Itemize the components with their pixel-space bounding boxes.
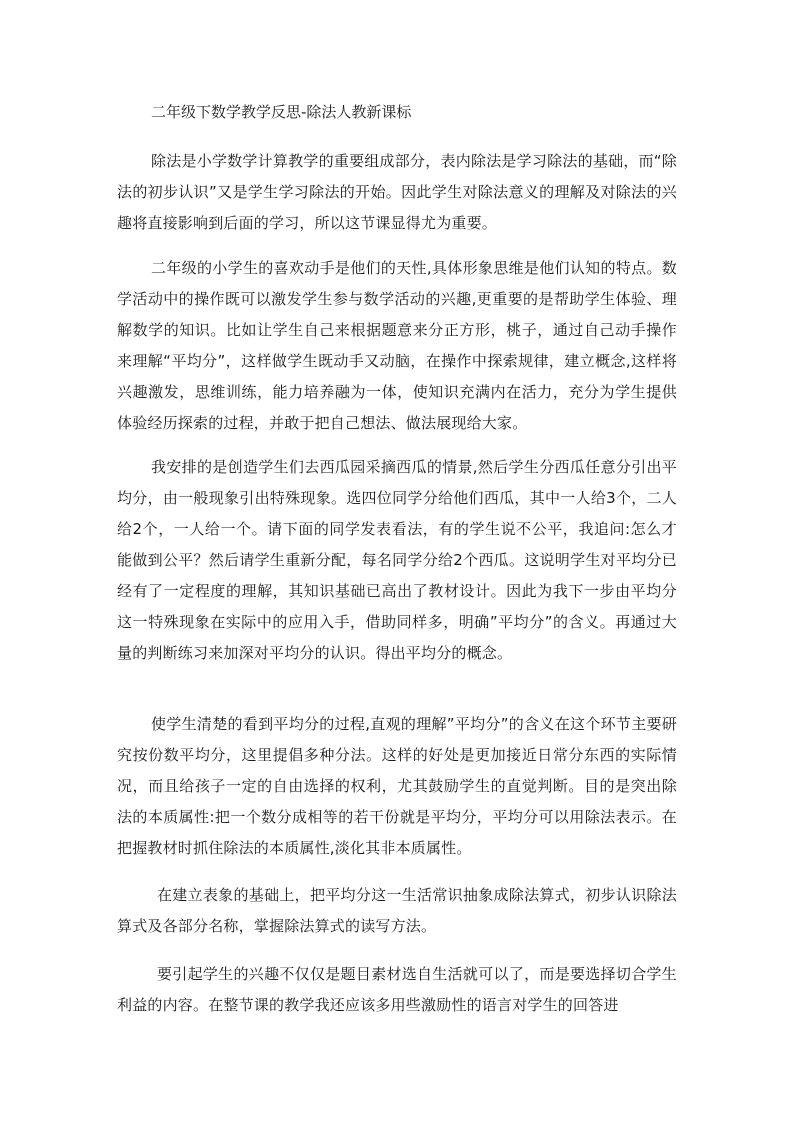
paragraph-hands-on: 二年级的小学生的喜欢动手是他们的天性,具体形象思维是他们认知的特点。数学活动中的操作既可以激发学生参与数学活动的兴趣,更重要的是帮助学生体验、理解数学的知识。比如让学生自己来根据题意来分正方形，桃子，通过自己动手操作来理解“平均分”，这样做学生既动手又动脑，在操作中探索规律，建立概念,这样将兴趣激发，思维训练，能力培养融为一体，使知识充满内在活力，充分为学生提供体验经历探索的过程，并敢于把自己想法、做法展现给大家。 [117, 259, 677, 432]
paragraph-interest: 要引起学生的兴趣不仅仅是题目素材选自生活就可以了，而是要选择切合学生利益的内容。在整节课的教学我还应该多用些激励性的语言对学生的回答进 [117, 965, 677, 1014]
paragraph-intro: 除法是小学数学计算教学的重要组成部分，表内除法是学习除法的基础，而“除法的初步认识”又是学生学习除法的开始。因此学生对除法意义的理解及对除法的兴趣将直接影响到后面的学习，所以这节课显得尤为重要。 [117, 152, 677, 232]
document-title: 二年级下数学教学反思-除法人教新课标 [151, 103, 412, 121]
paragraph-watermelon: 我安排的是创造学生们去西瓜园采摘西瓜的情景,然后学生分西瓜任意分引出平均分，由一般现象引出特殊现象。选四位同学分给他们西瓜，其中一人给3个，二人给2个，一人给一个。请下面的同学发表看法，有的学生说不公平，我追问:怎么才能做到公平？然后请学生重新分配，每名同学分给2个西瓜。这说明学生对平均分已经有了一定程度的理解，其知识基础已高出了教材设计。因此为我下一步由平均分这一特殊现象在实际中的应用入手，借助同样多，明确”平均分”的含义。再通过大量的判断练习来加深对平均分的认识。得出平均分的概念。 [117, 458, 677, 662]
paragraph-abstraction: 在建立表象的基础上，把平均分这一生活常识抽象成除法算式，初步认识除法算式及各部分名称，掌握除法算式的读写方法。 [117, 886, 677, 935]
paragraph-equal-division: 使学生清楚的看到平均分的过程,直观的理解”平均分”的含义在这个环节主要研究按份数平均分，这里提倡多种分法。这样的好处是更加接近日常分东西的实际情况，而且给孩子一定的自由选择的权利，尤其鼓励学生的直觉判断。目的是突出除法的本质属性:把一个数分成相等的若干份就是平均分，平均分可以用除法表示。在把握教材时抓住除法的本质属性,淡化其非本质属性。 [117, 715, 677, 857]
